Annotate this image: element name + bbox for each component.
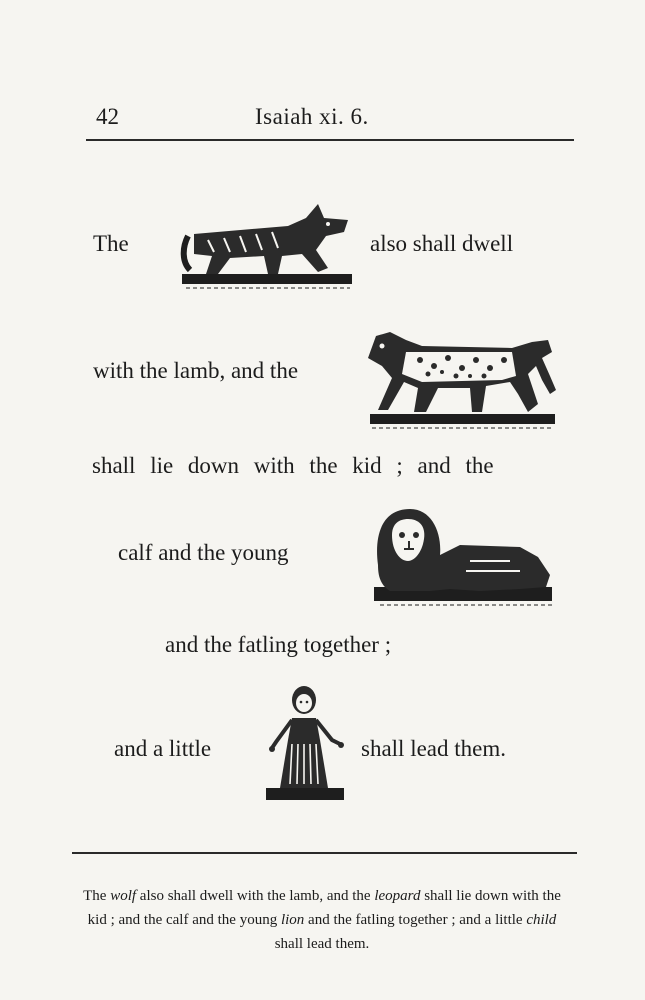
rebus-line2-start: with the lamb, and the bbox=[93, 358, 299, 383]
footnote-key-word: wolf bbox=[110, 888, 137, 904]
page-number: 42 bbox=[96, 104, 119, 129]
leopard-woodcut bbox=[362, 322, 562, 434]
rebus-line3: shall lie down with the kid ; and the bbox=[92, 453, 494, 478]
footnote-rule bbox=[72, 852, 577, 854]
rebus-line6-end: shall lead them. bbox=[361, 736, 506, 761]
footnote-key-word: lion bbox=[280, 912, 305, 928]
lion-woodcut bbox=[370, 505, 558, 609]
rebus-line1-end: also shall dwell bbox=[370, 231, 514, 256]
rebus-line4-start: calf and the young bbox=[118, 540, 289, 565]
footnote-part: also shall dwell with the lamb, and the bbox=[136, 888, 375, 904]
footnote-part: shall lead them. bbox=[274, 936, 370, 952]
rebus-line5: and the fatling together ; bbox=[165, 632, 392, 657]
footnote-part: The bbox=[83, 888, 111, 904]
rebus-line1-start: The bbox=[93, 231, 129, 256]
footnote-part: and the fatling together ; and a little bbox=[304, 912, 527, 928]
page-title: Isaiah xi. 6. bbox=[255, 104, 369, 129]
footnote-key-word: child bbox=[526, 912, 557, 928]
header-rule bbox=[86, 139, 574, 141]
footnote-key-word: leopard bbox=[374, 888, 421, 904]
footnote-text bbox=[82, 884, 562, 956]
wolf-woodcut bbox=[178, 196, 358, 296]
child-woodcut bbox=[262, 684, 348, 808]
footnote-part: shall lie down with the kid ; and the calf and the young bbox=[87, 888, 561, 928]
rebus-line6-start: and a little bbox=[114, 736, 212, 761]
